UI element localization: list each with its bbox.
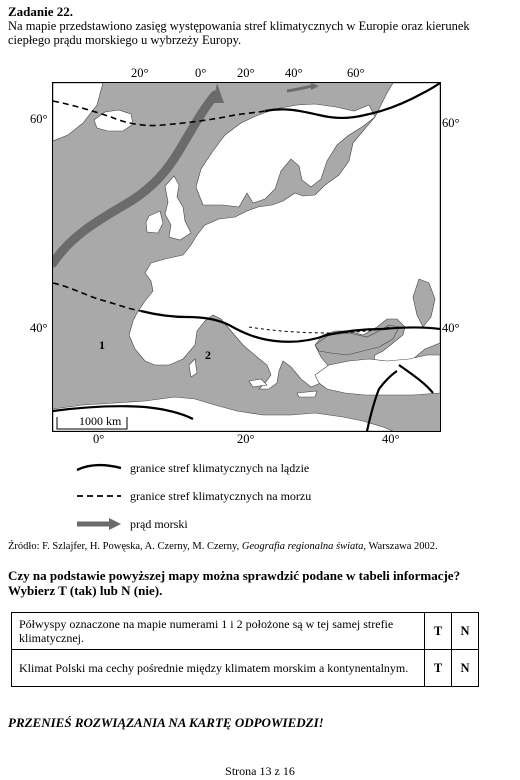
- task-description: Na mapie przedstawiono zasięg występowania stref klimatycznych w Europie oraz kierunek ciepłego prądu morskiego u wybrzeży Europy.: [8, 19, 470, 47]
- source-title: Geografia regionalna świata: [241, 541, 364, 552]
- legend-land-border-label: granice stref klimatycznych na lądzie: [130, 461, 310, 475]
- lon-label-top: 60°: [347, 66, 365, 80]
- legend-current-arrow-icon: [75, 518, 123, 530]
- answer-n-option[interactable]: N: [452, 613, 479, 650]
- answer-n-option[interactable]: N: [452, 650, 479, 687]
- task-title: Zadanie 22.: [8, 4, 74, 19]
- true-false-table: [11, 612, 479, 687]
- lon-label-top: 0°: [195, 66, 207, 80]
- legend-dashed-line-icon: [75, 490, 123, 502]
- table-row: [12, 613, 479, 650]
- lat-label-right: 40°: [442, 321, 460, 335]
- lon-label-top: 20°: [131, 66, 149, 80]
- question-text: Czy na podstawie powyższej mapy można sprawdzić podane w tabeli informacje? Wybierz T (tak) lub N (nie).: [8, 568, 461, 598]
- scale-label: 1000 km: [79, 414, 122, 428]
- source-prefix: Źródło: F. Szlajfer, H. Powęska, A. Czerny, M. Czerny,: [8, 541, 242, 552]
- lat-label-left: 40°: [30, 321, 48, 335]
- statement-cell: Półwyspy oznaczone na mapie numerami 1 i 2 położone są w tej samej strefie klimatycznej.: [12, 613, 425, 650]
- legend-sea-border-label: granice stref klimatycznych na morzu: [130, 489, 312, 503]
- lon-label-top: 20°: [237, 66, 255, 80]
- lat-label-left: 60°: [30, 112, 48, 126]
- answer-t-option[interactable]: T: [425, 650, 452, 687]
- legend-solid-line-icon: [75, 462, 123, 474]
- legend-current-label: prąd morski: [130, 517, 188, 531]
- peninsula-label-2: 2: [205, 348, 211, 362]
- lon-label-bottom: 20°: [237, 432, 255, 446]
- statement-cell: Klimat Polski ma cechy pośrednie między klimatem morskim a kontynentalnym.: [12, 650, 425, 687]
- source-suffix: , Warszawa 2002.: [363, 541, 438, 552]
- lat-label-right: 60°: [442, 116, 460, 130]
- table-row: [12, 650, 479, 687]
- lon-label-top: 40°: [285, 66, 303, 80]
- answer-t-option[interactable]: T: [425, 613, 452, 650]
- page-footer: Strona 13 z 16: [225, 764, 295, 778]
- source-citation: [8, 541, 513, 552]
- lon-label-bottom: 0°: [93, 432, 105, 446]
- transfer-note: PRZENIEŚ ROZWIĄZANIA NA KARTĘ ODPOWIEDZI!: [8, 715, 324, 730]
- peninsula-label-1: 1: [99, 338, 105, 352]
- lon-label-bottom: 40°: [382, 432, 400, 446]
- climate-zones-map: [52, 82, 441, 432]
